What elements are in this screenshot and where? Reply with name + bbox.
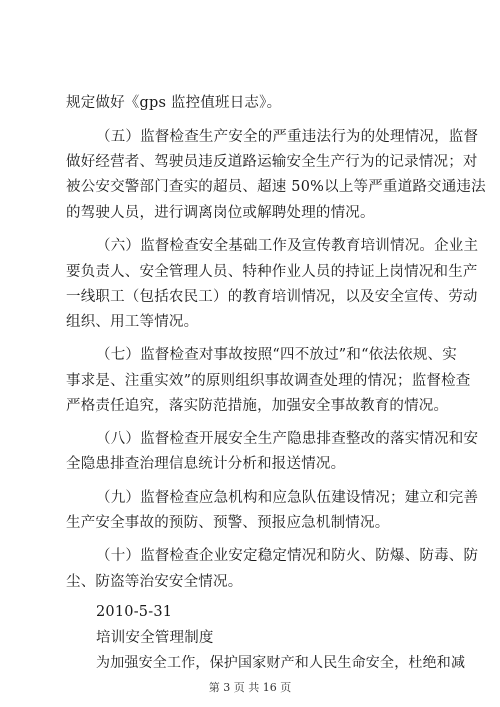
paragraph-8-start: （八）监督检查开展安全生产隐患排查整改的落实情况和安 [96, 431, 479, 447]
paragraph-10-start: （十）监督检查企业安定稳定情况和防火、防爆、防毒、防 [96, 548, 479, 564]
text-line: 为加强安全工作，保护国家财产和人民生命安全，杜绝和减 [96, 655, 466, 671]
text-line: 生产安全事故的预防、预警、预报应急机制情况。 [66, 515, 390, 531]
text-line: 规定做好《gps 监控值班日志》。 [66, 95, 282, 111]
text-line: 尘、防盗等治安安全情况。 [66, 574, 243, 590]
document-date: 2010-5-31 [96, 604, 173, 620]
section-title: 培训安全管理制度 [96, 630, 214, 646]
page-number-footer: 第 3 页 共 16 页 [208, 681, 292, 694]
text-line: 被公安交警部门查实的超员、超速 50%以上等严重道路交通违法 [66, 179, 486, 195]
text-line: 做好经营者、驾驶员违反道路运输安全生产行为的记录情况；对 [66, 154, 478, 170]
paragraph-6-start: （六）监督检查安全基础工作及宣传教育培训情况。企业主 [96, 238, 479, 254]
text-line: 的驾驶人员，进行调离岗位或解聘处理的情况。 [66, 205, 375, 221]
paragraph-7-start: （七）监督检查对事故按照“四不放过”和“依法依规、实 [96, 347, 457, 363]
paragraph-9-start: （九）监督检查应急机构和应急队伍建设情况；建立和完善 [96, 490, 479, 506]
text-line: 一线职工（包括农民工）的教育培训情况，以及安全宣传、劳动 [66, 289, 478, 305]
text-line: 全隐患排查治理信息统计分析和报送情况。 [66, 456, 346, 472]
text-line: 要负责人、安全管理人员、特种作业人员的持证上岗情况和生产 [66, 264, 478, 280]
paragraph-5-start: （五）监督检查生产安全的严重违法行为的处理情况，监督 [96, 129, 479, 145]
text-line: 组织、用工等情况。 [66, 314, 199, 330]
text-line: 事求是、注重实效”的原则组织事故调查处理的情况；监督检查 [66, 373, 471, 389]
text-line: 严格责任追究，落实防范措施，加强安全事故教育的情况。 [66, 398, 449, 414]
